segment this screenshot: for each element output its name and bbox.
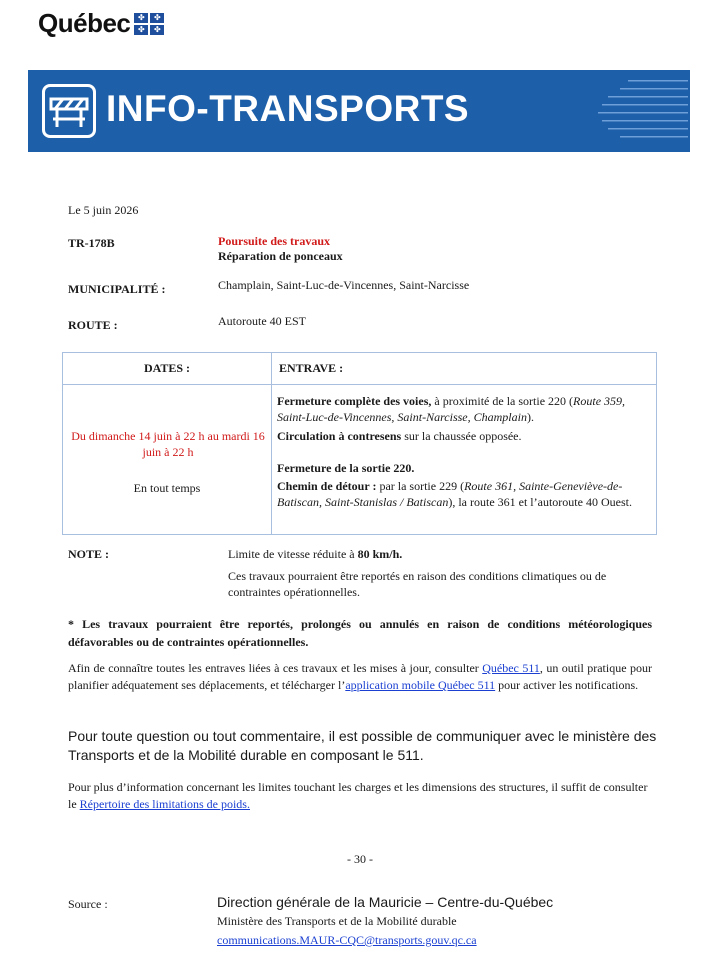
info-paragraph: Afin de connaître toutes les entraves liées à ces travaux et les mises à jour, consulter Québec 511, un outil pratique pour planifier adéquatement ses déplacements, et télécharger l’application mobile Québec 511 pour activer les notifications. [68, 661, 652, 692]
logo-text: Québec [38, 8, 131, 38]
dates-extra: En tout temps [133, 481, 201, 495]
notice-status: Poursuite des travaux [218, 234, 330, 248]
contresens-paragraph: Circulation à contresens sur la chaussée opposée. [277, 429, 522, 443]
quebec-511-link[interactable]: Québec 511 [482, 661, 540, 675]
notice-date: Le 5 juin 2026 [68, 203, 139, 217]
roadwork-barrier-icon [42, 84, 96, 138]
dates-header: DATES : [143, 361, 191, 375]
notice-subject: Réparation de ponceaux [218, 249, 343, 263]
route-value: Autoroute 40 EST [218, 314, 306, 328]
source-email-link[interactable]: communications.MAUR-CQC@transports.gouv.qc.ca [217, 933, 477, 947]
postpone-note: Ces travaux pourraient être reportés en raison des conditions climatiques ou de contraintes opérationnelles. [228, 569, 607, 599]
detour-paragraph: Chemin de détour : par la sortie 229 (Route 361, Sainte-Geneviève-de-Batiscan, Saint-Stanislas / Batiscan), la route 361 et l’autoroute 40 Ouest. [277, 479, 632, 509]
municipality-value: Champlain, Saint-Luc-de-Vincennes, Saint-Narcisse [218, 278, 470, 292]
quebec-logo [38, 8, 164, 39]
notice-code: TR-178B [68, 236, 115, 250]
weight-limits-link[interactable]: Répertoire des limitations de poids. [79, 797, 250, 811]
source-ministry: Ministère des Transports et de la Mobilité durable [217, 914, 457, 928]
banner-title: INFO-TRANSPORTS [106, 88, 470, 129]
source-direction: Direction générale de la Mauricie – Centre-du-Québec [217, 894, 554, 910]
page-number: - 30 - [347, 852, 373, 866]
closure-paragraph: Fermeture complète des voies, à proximité de la sortie 220 (Route 359, Saint-Luc-de-Vincennes, Saint-Narcisse, Champlain). [277, 394, 626, 424]
decorative-dots [598, 76, 690, 146]
source-label: Source : [68, 897, 108, 911]
quebec-511-app-link[interactable]: application mobile Québec 511 [345, 678, 496, 692]
note-label: NOTE : [68, 547, 110, 561]
contact-paragraph: Pour toute question ou tout commentaire, il est possible de communiquer avec le ministère des Transports et de la Mobilité durable en composant le 511. [68, 728, 657, 763]
dates-range: Du dimanche 14 juin à 22 h au mardi 16 juin à 22 h [71, 429, 265, 459]
warning-paragraph: * Les travaux pourraient être reportés, prolongés ou annulés en raison de conditions météorologiques défavorables ou de contraintes opérationnelles. [68, 617, 652, 649]
weight-limits-paragraph: Pour plus d’information concernant les limites touchant les charges et les dimensions des structures, il suffit de consulter le Répertoire des limitations de poids. [68, 780, 648, 811]
info-transports-banner [28, 70, 690, 152]
exit-closure: Fermeture de la sortie 220. [277, 461, 415, 475]
route-label: ROUTE : [68, 318, 118, 332]
entrave-header: ENTRAVE : [279, 361, 344, 375]
speed-limit: Limite de vitesse réduite à 80 km/h. [228, 547, 403, 561]
fleur-de-lys-icon: ✤ ✤ ✤ ✤ [134, 13, 164, 35]
municipality-label: MUNICIPALITÉ : [68, 282, 166, 296]
dates-entrave-table [62, 352, 657, 535]
